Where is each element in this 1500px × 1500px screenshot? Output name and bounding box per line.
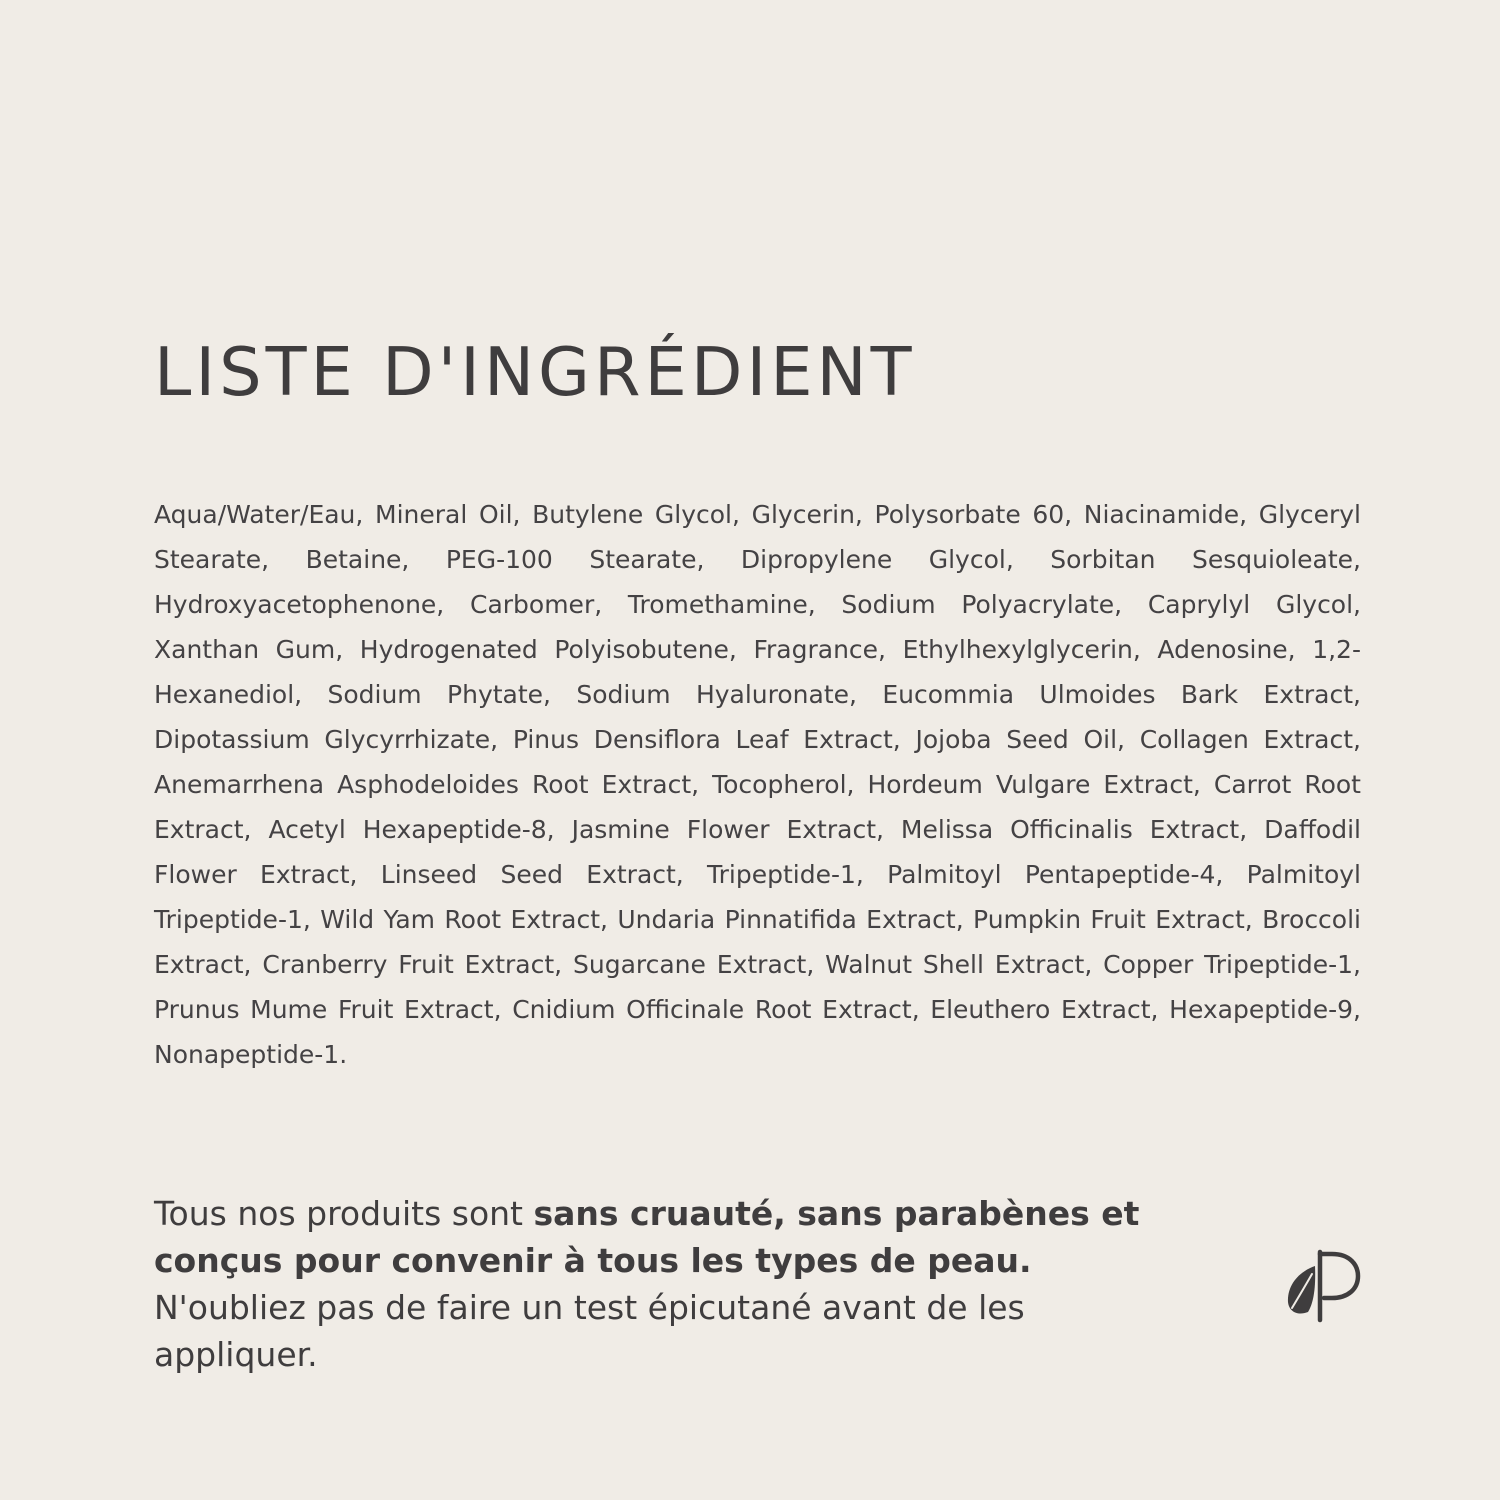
brand-claim <box>154 1190 1144 1378</box>
page-title: LISTE D'INGRÉDIENT <box>154 333 916 411</box>
claim-intro: Tous nos produits sont <box>154 1194 534 1233</box>
claim-outro: N'oubliez pas de faire un test épicutané avant de les appliquer. <box>154 1288 1025 1374</box>
claim-highlight: sans cruauté, sans parabènes et conçus pour convenir à tous les types de peau. <box>154 1194 1140 1280</box>
leaf-p-monogram-icon <box>1282 1246 1362 1326</box>
ingredient-list: Aqua/Water/Eau, Mineral Oil, Butylene Glycol, Glycerin, Polysorbate 60, Niacinamide, Glyceryl Stearate, Betaine, PEG-100 Stearate, Dipropylene Glycol, Sorbitan Sesquioleate, Hydroxyacetophenone, Carbomer, Tromethamine, Sodium Polyacrylate, Caprylyl Glycol, Xanthan Gum, Hydrogenated Polyisobutene, Fragrance, Ethylhexylglycerin, Adenosine, 1,2-Hexanediol, Sodium Phytate, Sodium Hyaluronate, Eucommia Ulmoides Bark Extract, Dipotassium Glycyrrhizate, Pinus Densiflora Leaf Extract, Jojoba Seed Oil, Collagen Extract, Anemarrhena Asphodeloides Root Extract, Tocopherol, Hordeum Vulgare Extract, Carrot Root Extract, Acetyl Hexapeptide-8, Jasmine Flower Extract, Melissa Officinalis Extract, Daffodil Flower Extract, Linseed Seed Extract, Tripeptide-1, Palmitoyl Pentapeptide-4, Palmitoyl Tripeptide-1, Wild Yam Root Extract, Undaria Pinnatifida Extract, Pumpkin Fruit Extract, Broccoli Extract, Cranberry Fruit Extract, Sugarcane Extract, Walnut Shell Extract, Copper Tripeptide-1, Prunus Mume Fruit Extract, Cnidium Officinale Root Extract, Eleuthero Extract, Hexapeptide-9, Nonapeptide-1. <box>154 500 1361 1069</box>
